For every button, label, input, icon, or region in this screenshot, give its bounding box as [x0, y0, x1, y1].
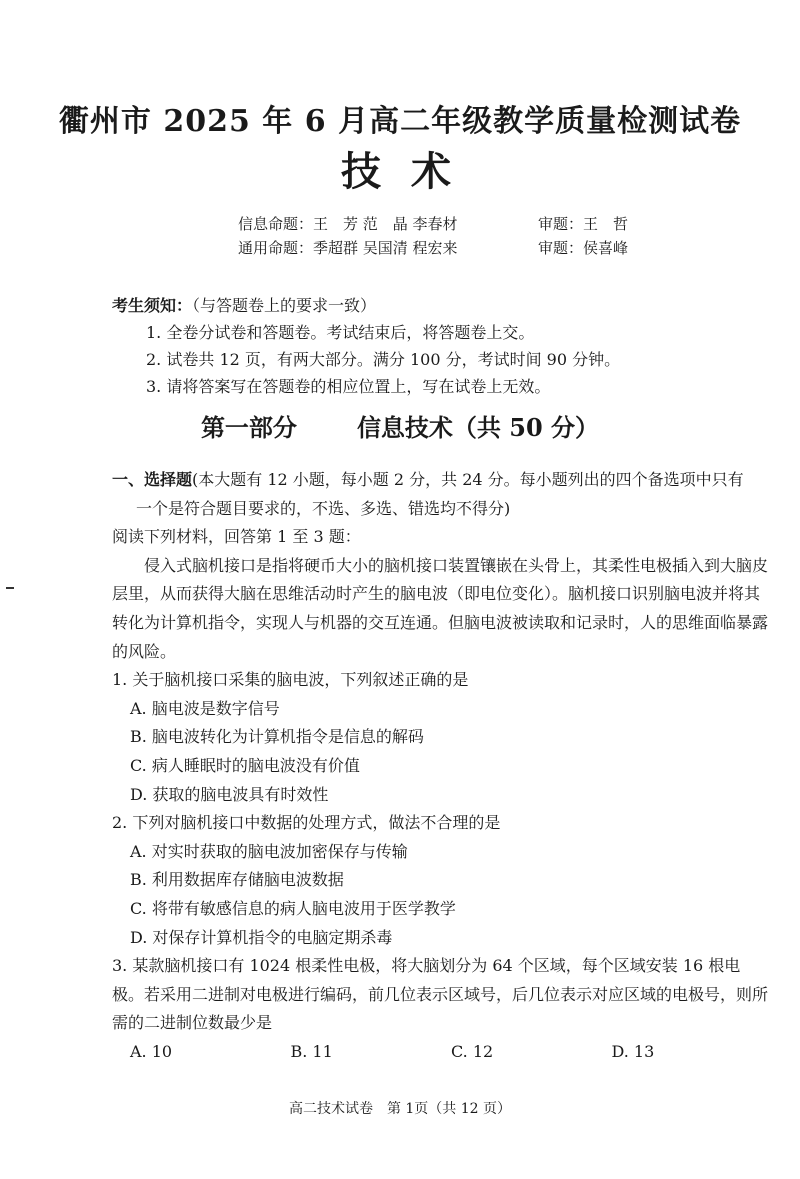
- q3-option-b: B. 11: [290, 1041, 333, 1061]
- info-authors: 信息命题：王 芳 范 晶 李春材: [238, 215, 458, 233]
- notice-item: 2. 试卷共 12 页，有两大部分。满分 100 分，考试时间 90 分钟。: [146, 350, 621, 369]
- q2-option-a: A. 对实时获取的脑电波加密保存与传输: [130, 841, 408, 861]
- q3-option-a: A. 10: [130, 1041, 173, 1061]
- q2-option-d: D. 对保存计算机指令的电脑定期杀毒: [130, 927, 393, 947]
- reading-material: 侵入式脑机接口是指将硬币大小的脑机接口装置镶嵌在头骨上，其柔性电极插入到大脑皮层里，从而获得大脑在思维活动时产生的脑电波（即电位变化）。脑机接口识别脑电波并将其转化为计算机指令，实现人与机器的交互连通。但脑电波被读取和记录时，人的思维面临暴露的风险。: [112, 555, 769, 661]
- q2-option-c: C. 将带有敏感信息的病人脑电波用于医学教学: [130, 898, 456, 918]
- q1-option-b: B. 脑电波转化为计算机指令是信息的解码: [130, 727, 424, 747]
- question-1-stem: 1. 关于脑机接口采集的脑电波，下列叙述正确的是: [112, 670, 469, 690]
- subject-title: 技 术: [341, 148, 459, 195]
- q3-option-c: C. 12: [451, 1041, 494, 1061]
- part-label: 第一部分: [200, 413, 297, 442]
- notice-heading: 考生须知：（与答题卷上的要求一致）: [112, 296, 377, 315]
- q3-options-row: [112, 1038, 772, 1067]
- candidate-notice: [112, 292, 772, 400]
- general-reviewer: 审题：侯喜峰: [538, 239, 629, 257]
- q3-option-d: D. 13: [611, 1041, 655, 1061]
- part-one-title: [0, 408, 800, 443]
- exam-title: 衢州市 2025 年 6 月高二年级教学质量检测试卷: [58, 104, 742, 139]
- q2-option-b: B. 利用数据库存储脑电波数据: [130, 870, 344, 890]
- question-body: [112, 466, 772, 1066]
- q1-option-d: D. 获取的脑电波具有时效性: [130, 784, 329, 804]
- part-subject: 信息技术（共 50 分）: [356, 413, 600, 442]
- general-authors: 通用命题：季超群 吴国清 程宏来: [238, 239, 458, 257]
- section-heading-cont: 一个是符合题目要求的，不选、多选、错选均不得分): [136, 498, 511, 518]
- section-heading: 一、选择题(本大题有 12 小题，每小题 2 分，共 24 分。每小题列出的四个备选项中只有: [112, 470, 744, 489]
- notice-item: 1. 全卷分试卷和答题卷。考试结束后，将答题卷上交。: [146, 323, 535, 342]
- notice-item: 3. 请将答案写在答题卷的相应位置上，写在试卷上无效。: [146, 377, 551, 396]
- credits-block: [238, 212, 698, 260]
- question-2-stem: 2. 下列对脑机接口中数据的处理方式，做法不合理的是: [112, 813, 501, 833]
- margin-mark: [6, 587, 14, 589]
- q1-option-a: A. 脑电波是数字信号: [130, 698, 280, 718]
- question-3-stem: 3. 某款脑机接口有 1024 根柔性电极，将大脑划分为 64 个区域，每个区域安装 16 根电极。若采用二进制对电极进行编码，前几位表示区域号，后几位表示对应区域的电极号，则所需的二进制位数最少是: [112, 956, 769, 1033]
- page-footer: 高二技术试卷 第 1页（共 12 页）: [288, 1101, 512, 1117]
- q1-option-c: C. 病人睡眠时的脑电波没有价值: [130, 755, 360, 775]
- credit-row-info: [238, 212, 698, 236]
- credit-row-general: [238, 236, 698, 260]
- info-reviewer: 审题：王 哲: [538, 215, 629, 233]
- reading-prompt: 阅读下列材料，回答第 1 至 3 题：: [112, 527, 361, 547]
